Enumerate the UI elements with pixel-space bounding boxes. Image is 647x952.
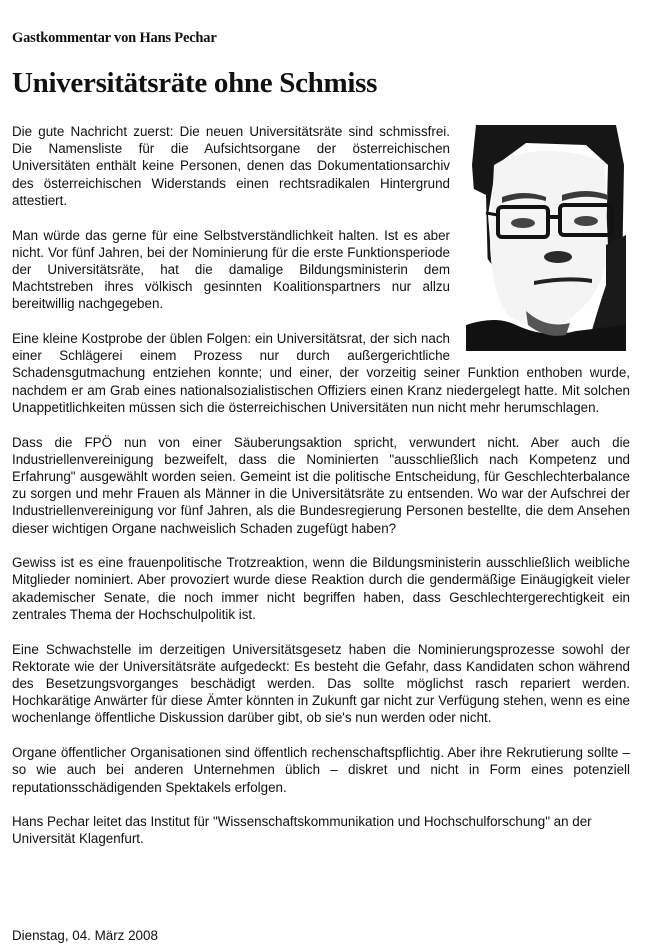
- article-paragraph: Man würde das gerne für eine Selbstverständlichkeit halten. Ist es aber nicht. Vor fünf Jahren, bei der Nominierung für die erste Funktionsperiode der Universitätsräte, hat die damalige Bildungsministerin dem Machtstreben ihres völkisch gesinnten Koalitionspartners nur allzu bereitwillig nachgegeben.: [12, 227, 450, 312]
- article-kicker: Gastkommentar von Hans Pechar: [12, 30, 217, 46]
- article-paragraph: Organe öffentlicher Organisationen sind öffentlich rechenschaftspflichtig. Aber ihre Rekrutierung sollte – so wie auch bei anderen Unternehmen üblich – diskret und nicht in Form eines potenziell reputationsschädigenden Spektakels erfolgen.: [12, 745, 630, 795]
- author-bio: Hans Pechar leitet das Institut für "Wissenschaftskommunikation und Hochschulforschung" an der Universität Klagenfurt.: [12, 814, 592, 847]
- author-portrait-photo: [466, 125, 626, 351]
- article-paragraph: Dass die FPÖ nun von einer Säuberungsaktion spricht, verwundert nicht. Aber auch die Industriellenvereinigung bezweifelt, dass die Nominierten "ausschließlich nach Kompetenz und Erfahrung" ausgewählt worden seien. Gemeint ist die politische Entscheidung, für Geschlechterbalance zu sorgen und mehr Frauen als Männer in die Universitätsräte zu entsenden. Wo war der Aufschrei der Industriellenvereinigung vor fünf Jahren, als die Bundesregierung Personen bestellte, die dem Ansehen dieser wichtigen Organe nachweislich Schaden zugefügt haben?: [12, 434, 630, 536]
- portrait-photo-icon: [466, 125, 626, 351]
- article-paragraph: Eine Schwachstelle im derzeitigen Universitätsgesetz haben die Nominierungsprozesse sowohl der Rektorate wie der Universitätsräte aufgedeckt: Es besteht die Gefahr, dass Kandidaten schon während des Besetzungsvorganges beschädigt werden. Das sollte möglichst rasch repariert werden. Hochkarätige Anwärter für diese Ämter könnten in Zukunft gar nicht zur Verfügung stehen, wenn es eine wochenlange öffentliche Diskussion darüber gibt, ob sie's nun werden oder nicht.: [12, 641, 630, 726]
- article-paragraph: Eine kleine Kostprobe der üblen Folgen: ein Universitätsrat, der sich nach einer Schlägerei einem Prozess nur durch außergerichtliche Schadensgutmachung entziehen konnte; und einer, der vorzeitig seiner Funktion enthoben wurde, nachdem er am Grab eines nationalsozialistischen Offiziers einen Kranz niedergelegt hatte. Mit solchen Unappetitlichkeiten müssen sich die österreichischen Universitäten nun nicht mehr herumschlagen.: [12, 331, 630, 415]
- article-paragraph: Die gute Nachricht zuerst: Die neuen Universitätsräte sind schmissfrei. Die Namensliste für die Aufsichtsorgane der österreichischen Universitäten enthält keine Personen, denen das Dokumentationsarchiv des österreichischen Widerstands einen rechtsradikalen Hintergrund attestiert.: [12, 124, 450, 208]
- article-body: [12, 123, 630, 865]
- article-paragraph: Gewiss ist es eine frauenpolitische Trotzreaktion, wenn die Bildungsministerin ausschließlich weibliche Mitglieder nominiert. Aber provoziert wurde diese Reaktion durch die gendermäßige Einäugigkeit vieler akademischer Senate, die noch immer nicht begriffen haben, dass Geschlechtergerechtigkeit ein zentrales Thema der Hochschulpolitik ist.: [12, 555, 630, 622]
- article-dateline: Dienstag, 04. März 2008: [12, 928, 158, 943]
- article-headline: Universitätsräte ohne Schmiss: [12, 67, 378, 99]
